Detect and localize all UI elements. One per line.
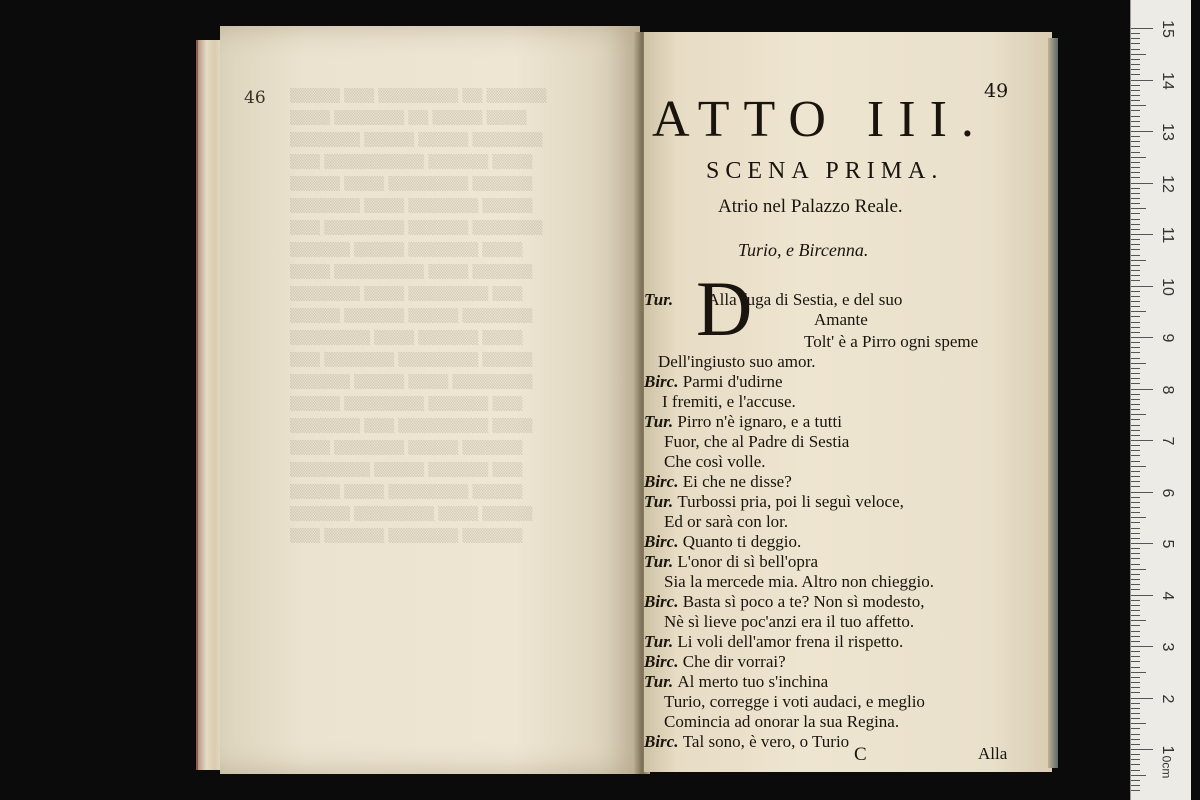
speech-text: L'onor di sì bell'opra (677, 552, 819, 571)
ruler-tick (1131, 100, 1140, 101)
ruler-unit-label: 0cm (1159, 755, 1174, 779)
ruler-tick (1131, 569, 1146, 570)
ruler-tick (1131, 141, 1140, 142)
ruler-tick (1131, 414, 1146, 415)
ruler-tick (1131, 105, 1146, 106)
ruler-tick (1131, 59, 1140, 60)
ruler-tick (1131, 90, 1140, 91)
ruler-tick (1131, 574, 1140, 575)
ruler-tick (1131, 363, 1146, 364)
ruler-tick (1131, 481, 1140, 482)
ruler-number: 12 (1159, 174, 1176, 193)
dialogue-line: Fuor, che al Padre di Sestia (664, 432, 850, 451)
speech-text: Li voli dell'amor frena il rispetto. (677, 632, 904, 651)
ruler-tick (1131, 342, 1140, 343)
ruler-tick (1131, 435, 1140, 436)
ruler-tick (1131, 157, 1146, 158)
ruler-tick (1131, 667, 1140, 668)
ruler-tick (1131, 636, 1140, 637)
ruler-tick (1131, 703, 1140, 704)
open-book (196, 26, 1058, 776)
ruler-tick (1131, 316, 1140, 317)
ruler-tick (1131, 692, 1140, 693)
ruler-tick (1131, 450, 1140, 451)
ruler-tick (1131, 394, 1140, 395)
ruler-tick (1131, 564, 1140, 565)
ruler-tick (1131, 419, 1140, 420)
ruler-number: 10 (1159, 277, 1176, 296)
ruler-tick (1131, 352, 1140, 353)
ruler-tick (1131, 404, 1140, 405)
ruler-tick (1131, 167, 1140, 168)
ruler-tick (1131, 764, 1140, 765)
dialogue-line: Tolt' è a Pirro ogni speme (804, 332, 979, 351)
ruler-number: 7 (1159, 436, 1176, 446)
ruler-number: 13 (1159, 123, 1176, 141)
ruler-tick (1131, 641, 1140, 642)
ruler-tick (1131, 749, 1153, 750)
catchword: Alla (978, 744, 1008, 763)
ruler-number: 2 (1159, 694, 1176, 703)
ruler-tick (1131, 548, 1140, 549)
ruler-number: 15 (1159, 20, 1176, 38)
dialogue-line: Che così volle. (664, 452, 766, 471)
ruler-tick (1131, 625, 1140, 626)
ruler-number: 5 (1159, 539, 1176, 549)
ruler-tick (1131, 466, 1146, 467)
speaker-label: Tur. (644, 412, 678, 431)
ruler-tick (1131, 486, 1140, 487)
speaker-label: Tur. (644, 290, 678, 309)
ruler-tick (1131, 595, 1153, 596)
ruler-tick (1131, 512, 1140, 513)
ruler-tick (1131, 744, 1140, 745)
ruler-tick (1131, 661, 1140, 662)
ruler-tick (1131, 126, 1140, 127)
ruler-tick (1131, 389, 1153, 390)
speech-text: Al merto tuo s'inchina (677, 672, 829, 691)
ruler-tick (1131, 497, 1140, 498)
speech-text: Parmi d'udirne (682, 372, 783, 391)
ruler-tick (1131, 378, 1140, 379)
ruler-tick (1131, 492, 1153, 493)
speaker-label: Birc. (644, 372, 683, 391)
ruler-number: 6 (1159, 488, 1176, 497)
dialogue-line (644, 652, 786, 672)
ruler-tick (1131, 734, 1140, 735)
ruler-tick (1131, 244, 1140, 245)
ruler-tick (1131, 682, 1140, 683)
dialogue-line (644, 592, 924, 612)
ruler-tick (1131, 172, 1140, 173)
ruler-tick (1131, 723, 1146, 724)
ruler-tick (1131, 476, 1140, 477)
ruler-tick (1131, 188, 1140, 189)
ruler-tick (1131, 249, 1140, 250)
ruler-tick (1131, 605, 1140, 606)
ruler-tick (1131, 739, 1140, 740)
ruler-tick (1131, 85, 1140, 86)
ruler-number: 8 (1159, 385, 1176, 394)
ruler-tick (1131, 759, 1140, 760)
dialogue-line (644, 672, 828, 692)
drop-cap: D (696, 265, 753, 352)
ruler-tick (1131, 43, 1140, 44)
ruler-tick (1131, 28, 1153, 29)
dialogue-line (644, 290, 902, 310)
speaker-label: Tur. (644, 492, 678, 511)
ruler-tick (1131, 234, 1153, 235)
ruler-tick (1131, 219, 1140, 220)
dialogue-line: Amante (814, 310, 868, 329)
ruler-tick (1131, 183, 1153, 184)
speaker-label: Birc. (644, 732, 683, 751)
ruler-tick (1131, 409, 1140, 410)
ruler-tick (1131, 651, 1140, 652)
ruler-tick (1131, 203, 1140, 204)
ruler-tick (1131, 64, 1140, 65)
ruler-tick (1131, 80, 1153, 81)
dialogue-line: Comincia ad onorar la sua Regina. (664, 712, 900, 731)
characters-line: Turio, e Bircenna. (738, 240, 869, 260)
ruler-number: 4 (1159, 591, 1176, 600)
ruler-tick (1131, 74, 1140, 75)
ruler-tick (1131, 146, 1140, 147)
ruler-tick (1131, 728, 1140, 729)
ruler-tick (1131, 208, 1146, 209)
ruler-tick (1131, 471, 1140, 472)
ruler-tick (1131, 291, 1140, 292)
ruler-tick (1131, 615, 1140, 616)
speaker-label: Tur. (644, 672, 678, 691)
setting-line: Atrio nel Palazzo Reale. (718, 196, 903, 217)
ruler-tick (1131, 296, 1140, 297)
speech-text: Pirro n'è ignaro, e a tutti (677, 412, 842, 431)
ruler-number: 14 (1159, 71, 1176, 90)
speech-text: Turbossi pria, poi li seguì veloce, (677, 492, 904, 511)
ruler-tick (1131, 110, 1140, 111)
ruler-tick (1131, 213, 1140, 214)
ruler-tick (1131, 327, 1140, 328)
ruler-tick (1131, 672, 1146, 673)
ruler-tick (1131, 152, 1140, 153)
left-page-number: 46 (244, 88, 266, 108)
speech-text: Che dir vorrai? (682, 652, 786, 671)
ruler-tick (1131, 584, 1140, 585)
ruler-number: 3 (1159, 642, 1176, 652)
speaker-label: Tur. (644, 552, 678, 571)
ruler-tick (1131, 306, 1140, 307)
ruler-tick (1131, 517, 1146, 518)
measuring-ruler (1130, 0, 1191, 800)
ruler-tick (1131, 198, 1140, 199)
scene-heading: SCENA PRIMA. (706, 158, 944, 184)
ruler-tick (1131, 553, 1140, 554)
ruler-tick (1131, 383, 1140, 384)
ruler-tick (1131, 754, 1140, 755)
ruler-tick (1131, 780, 1140, 781)
ruler-tick (1131, 440, 1153, 441)
ruler-tick (1131, 358, 1140, 359)
ruler-tick (1131, 430, 1140, 431)
dialogue-line (644, 412, 842, 432)
page-stack-edge-right (1048, 38, 1058, 768)
ruler-number: 11 (1159, 226, 1176, 244)
speaker-label: Tur. (644, 632, 678, 651)
ruler-tick (1131, 131, 1153, 132)
ruler-tick (1131, 311, 1146, 312)
ruler-tick (1131, 224, 1140, 225)
ruler-tick (1131, 368, 1140, 369)
ruler-tick (1131, 543, 1153, 544)
dialogue-line: Sia la mercede mia. Altro non chieggio. (664, 572, 935, 591)
ruler-tick (1131, 579, 1140, 580)
act-heading: ATTO III. (652, 91, 988, 148)
dialogue-line: Nè sì lieve poc'anzi era il tuo affetto. (664, 612, 915, 631)
dialogue-line: Turio, corregge i voti audaci, e meglio (664, 692, 925, 711)
dialogue-line (644, 472, 792, 492)
left-page (220, 26, 640, 774)
ruler-tick (1131, 49, 1140, 50)
right-page (644, 32, 1052, 772)
ruler-tick (1131, 718, 1140, 719)
dialogue-line (644, 372, 783, 392)
dialogue-line (644, 552, 818, 572)
ruler-tick (1131, 33, 1140, 34)
ruler-tick (1131, 229, 1140, 230)
ruler-tick (1131, 445, 1140, 446)
right-page-number: 49 (984, 80, 1009, 102)
ruler-tick (1131, 589, 1140, 590)
ruler-tick (1131, 265, 1140, 266)
ruler-tick (1131, 286, 1153, 287)
signature-mark: C (854, 744, 867, 765)
dialogue-line (644, 632, 903, 652)
ruler-tick (1131, 275, 1140, 276)
ruler-tick (1131, 502, 1140, 503)
ruler-tick (1131, 193, 1140, 194)
ruler-tick (1131, 280, 1140, 281)
ruler-tick (1131, 620, 1146, 621)
ruler-tick (1131, 255, 1140, 256)
ruler-tick (1131, 631, 1140, 632)
ruler-tick (1131, 646, 1153, 647)
dialogue-line (644, 732, 849, 752)
ruler-tick (1131, 121, 1140, 122)
ruler-tick (1131, 69, 1140, 70)
bleed-through-text: ▒▒▒▒▒ ▒▒▒ ▒▒▒▒▒▒▒▒ ▒▒ ▒▒▒▒▒▒ ▒▒▒▒ ▒▒▒▒▒▒▒ ▒▒ ▒▒▒▒▒ ▒▒▒▒ ▒▒▒▒▒▒▒ ▒▒▒▒▒ ▒▒▒▒▒ ▒▒▒▒▒▒▒ ▒▒▒ ▒▒▒▒▒▒▒▒▒▒ ▒▒▒▒▒▒ ▒▒▒▒ ▒▒▒▒▒ ▒▒▒▒ ▒▒▒▒▒▒▒▒ ▒▒▒▒▒▒ ▒▒▒▒▒▒▒ ▒▒▒▒ ▒▒▒▒▒▒▒ ▒▒▒▒▒ ▒▒▒ ▒▒▒▒▒▒▒▒ ▒▒▒▒▒▒ ▒▒▒▒▒▒▒ ▒▒▒▒▒▒ ▒▒▒▒▒ ▒▒▒▒▒▒▒ ▒▒▒▒ ▒▒▒▒ ▒▒▒▒▒▒▒▒▒ ▒▒▒▒ ▒▒▒▒▒▒ ▒▒▒▒▒▒▒ ▒▒▒▒ ▒▒▒▒▒▒▒▒ ▒▒▒ ▒▒▒▒▒ ▒▒▒▒▒▒ ▒▒▒▒▒ ▒▒▒▒▒▒▒ ▒▒▒▒▒▒▒▒ ▒▒▒▒ ▒▒▒▒▒▒ ▒▒▒▒ ▒▒▒ ▒▒▒▒▒▒▒ ▒▒▒▒▒▒▒▒ ▒▒▒▒▒ ▒▒▒▒▒▒ ▒▒▒▒▒ ▒▒▒▒ ▒▒▒▒▒▒▒▒ ▒▒▒▒▒ ▒▒▒▒▒▒▒▒ ▒▒▒▒▒▒ ▒▒▒ ▒▒▒▒▒▒▒ ▒▒▒ ▒▒▒▒▒▒▒▒▒ ▒▒▒▒ ▒▒▒▒ ▒▒▒▒▒▒▒ ▒▒▒▒▒ ▒▒▒▒▒▒ ▒▒▒▒▒▒▒▒ ▒▒▒▒▒ ▒▒▒▒▒▒ ▒▒▒ ▒▒▒▒▒ ▒▒▒▒ ▒▒▒▒▒▒▒▒ ▒▒▒▒▒ ▒▒▒▒▒▒ ▒▒▒▒▒▒▒▒ ▒▒▒▒ ▒▒▒▒▒ ▒▒▒ ▒▒▒▒▒▒ ▒▒▒▒▒▒▒ ▒▒▒▒▒▒ (290, 89, 547, 544)
ruler-tick (1131, 455, 1140, 456)
ruler-tick (1131, 301, 1140, 302)
ruler-number: 1 (1159, 745, 1176, 755)
ruler-tick (1131, 332, 1140, 333)
ruler-tick (1131, 775, 1146, 776)
ruler-tick (1131, 347, 1140, 348)
dialogue-line (644, 532, 801, 552)
speech-text: Alla fuga di Sestia, e del suo (707, 290, 903, 309)
ruler-tick (1131, 656, 1140, 657)
dialogue-line: I fremiti, e l'accuse. (662, 392, 796, 411)
dialogue-line: Ed or sarà con lor. (664, 512, 789, 531)
ruler-tick (1131, 162, 1140, 163)
speaker-label: Birc. (644, 592, 683, 611)
ruler-tick (1131, 136, 1140, 137)
ruler-tick (1131, 770, 1140, 771)
ruler-tick (1131, 507, 1140, 508)
speech-text: Ei che ne disse? (682, 472, 792, 491)
ruler-tick (1131, 677, 1140, 678)
speech-text: Tal sono, è vero, o Turio (682, 732, 850, 751)
ruler-tick (1131, 260, 1146, 261)
ruler-tick (1131, 790, 1140, 791)
ruler-tick (1131, 239, 1140, 240)
ruler-tick (1131, 399, 1140, 400)
ruler-tick (1131, 785, 1140, 786)
ruler-tick (1131, 177, 1140, 178)
speaker-label: Birc. (644, 472, 683, 491)
ruler-tick (1131, 528, 1140, 529)
ruler-tick (1131, 337, 1153, 338)
ruler-tick (1131, 461, 1140, 462)
dialogue-line: Dell'ingiusto suo amor. (658, 352, 816, 371)
ruler-tick (1131, 373, 1140, 374)
speaker-label: Birc. (644, 532, 683, 551)
speaker-label: Birc. (644, 652, 683, 671)
ruler-tick (1131, 610, 1140, 611)
ruler-tick (1131, 600, 1140, 601)
ruler-tick (1131, 322, 1140, 323)
ruler-tick (1131, 533, 1140, 534)
ruler-tick (1131, 270, 1140, 271)
speech-text: Quanto ti deggio. (682, 532, 802, 551)
ruler-tick (1131, 538, 1140, 539)
ruler-tick (1131, 558, 1140, 559)
speech-text: Basta sì poco a te? Non sì modesto, (682, 592, 925, 611)
ruler-tick (1131, 38, 1140, 39)
dialogue-line (644, 492, 904, 512)
ruler-tick (1131, 116, 1140, 117)
ruler-tick (1131, 425, 1140, 426)
ruler-tick (1131, 687, 1140, 688)
ruler-tick (1131, 713, 1140, 714)
ruler-tick (1131, 54, 1146, 55)
ruler-tick (1131, 708, 1140, 709)
ruler-tick (1131, 522, 1140, 523)
ruler-tick (1131, 698, 1153, 699)
ruler-number: 9 (1159, 333, 1176, 343)
ruler-tick (1131, 95, 1140, 96)
